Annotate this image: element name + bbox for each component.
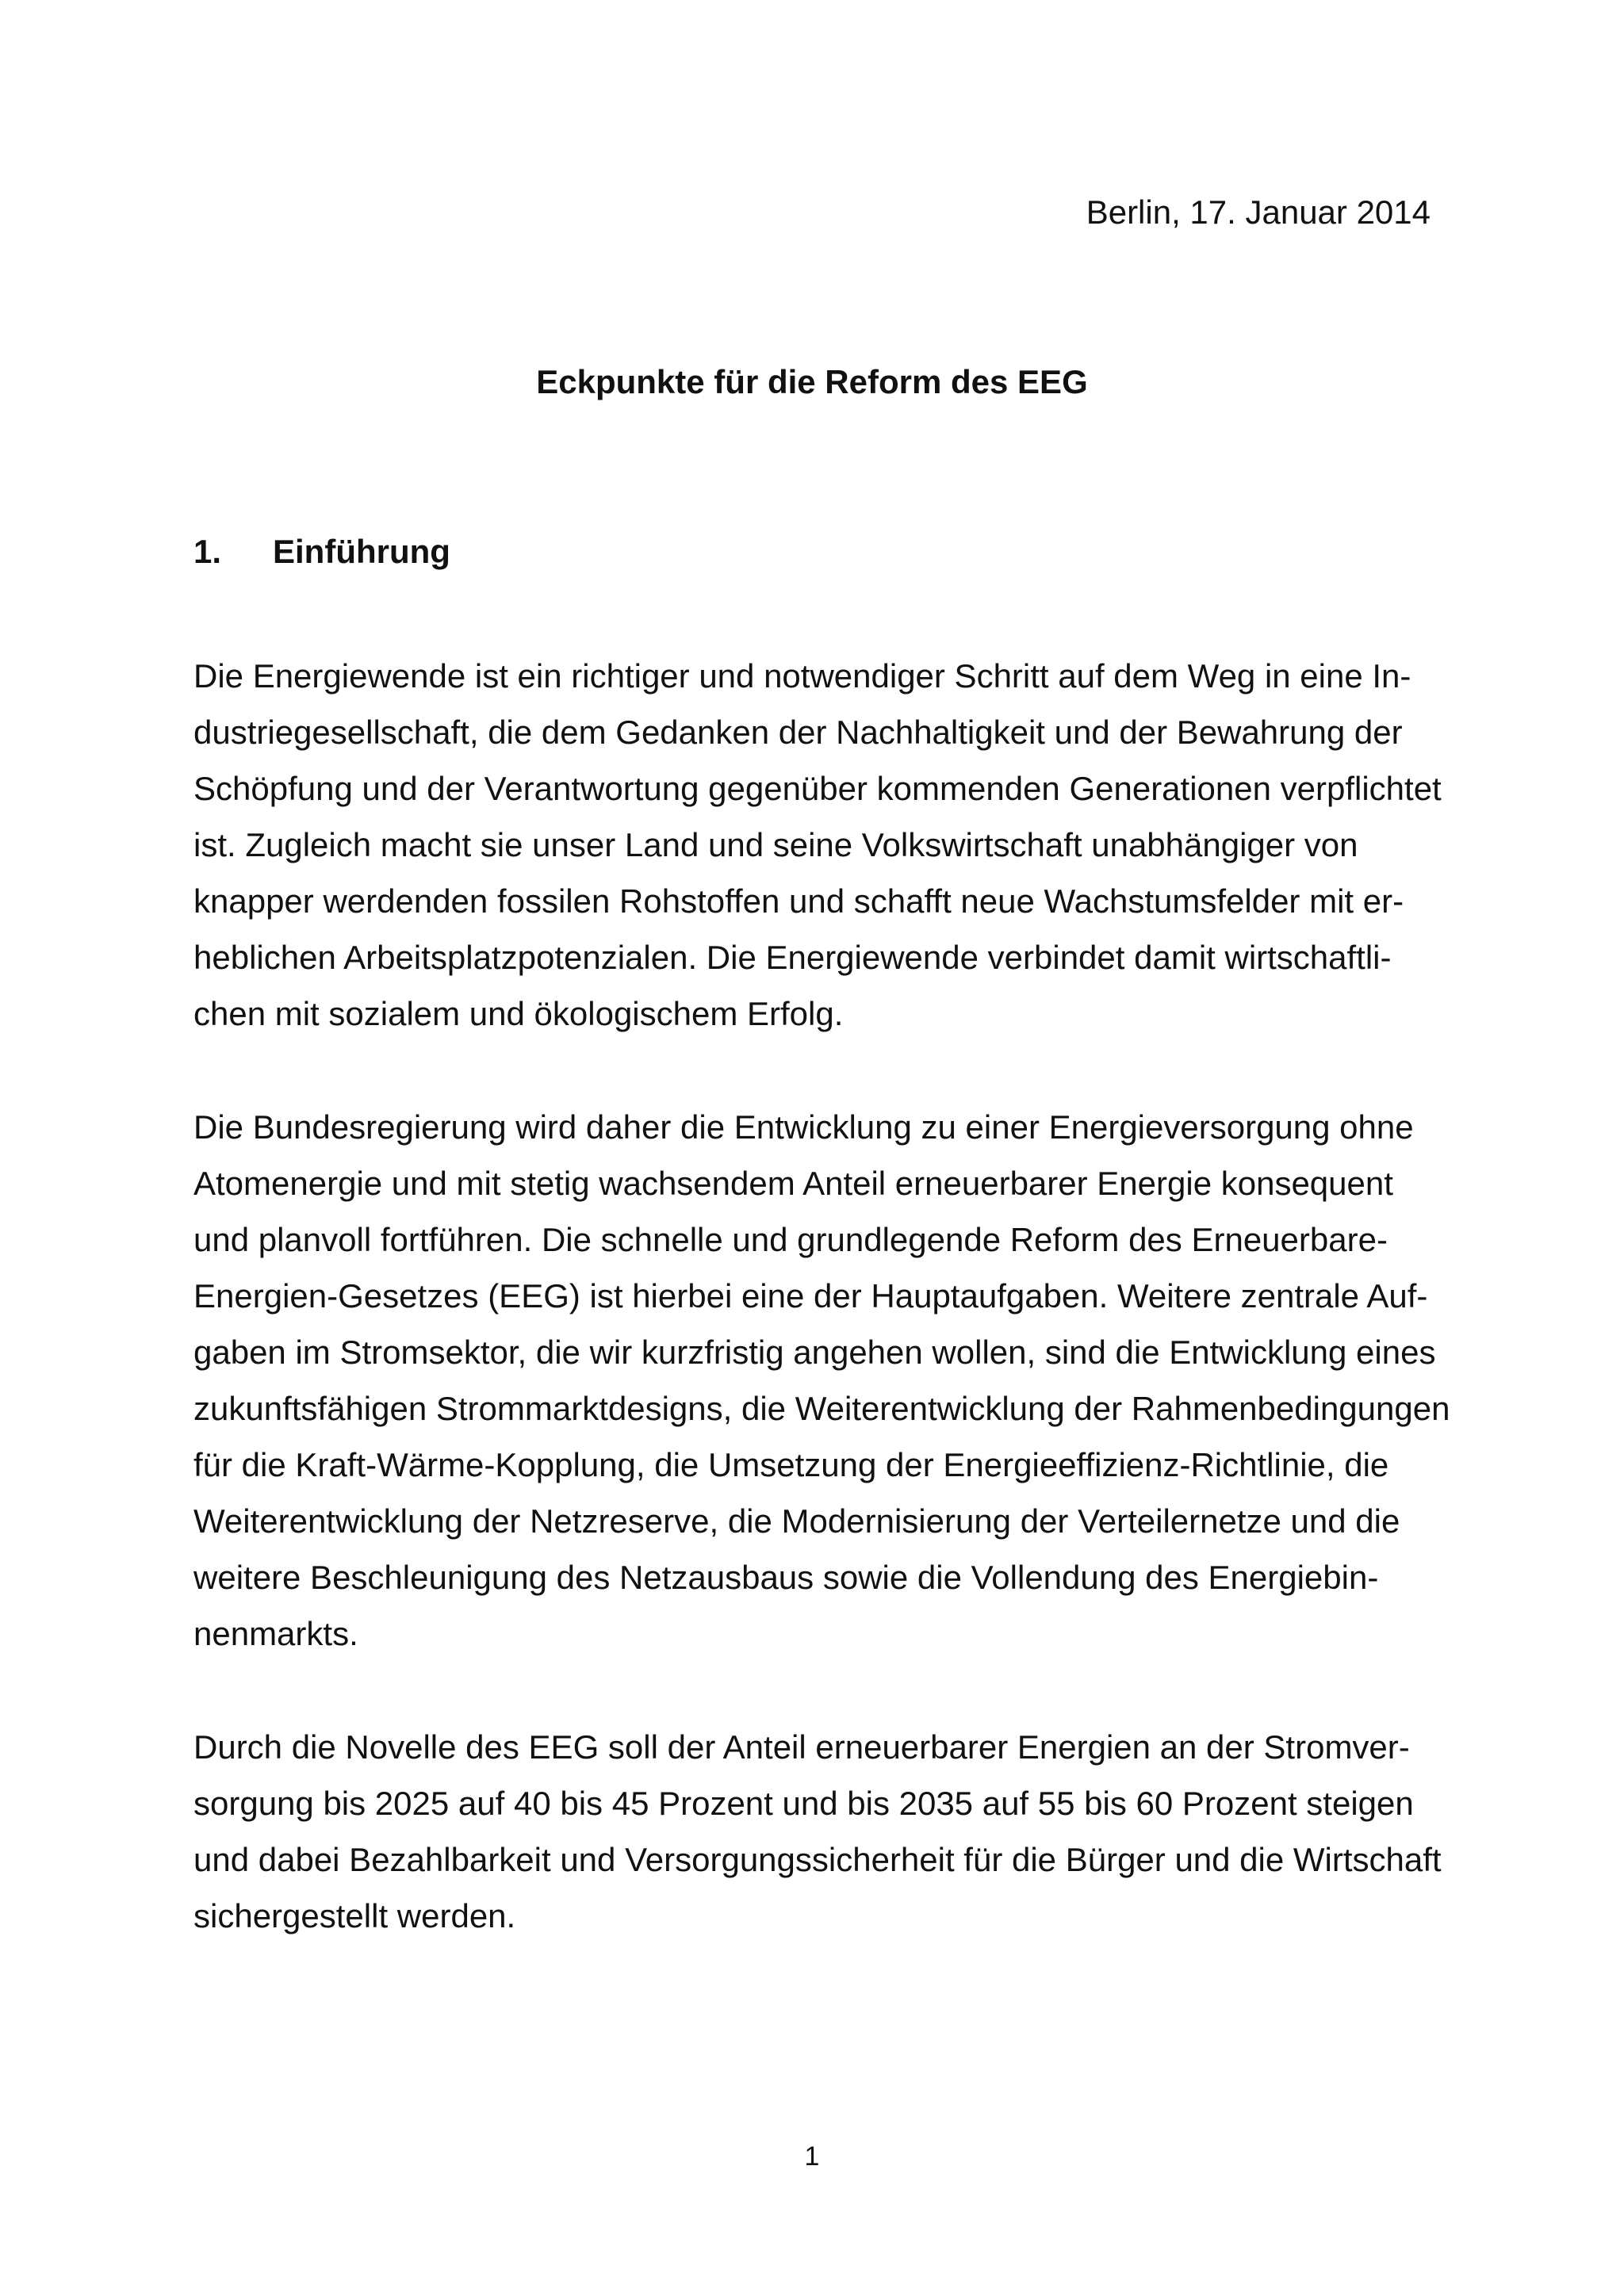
document-title: Eckpunkte für die Reform des EEG xyxy=(536,363,1088,400)
paragraph-line: sorgung bis 2025 auf 40 bis 45 Prozent und bis 2035 auf 55 bis 60 Prozent steigen xyxy=(193,1785,1414,1822)
paragraph-line: Die Bundesregierung wird daher die Entwicklung zu einer Energieversorgung ohne xyxy=(193,1108,1414,1146)
paragraph-line: knapper werdenden fossilen Rohstoffen und schafft neue Wachstumsfelder mit er- xyxy=(193,882,1404,920)
paragraph-3 xyxy=(193,1719,1462,1944)
paragraph-line: ist. Zugleich macht sie unser Land und seine Volkswirtschaft unabhängiger von xyxy=(193,826,1358,863)
section-number: 1. xyxy=(193,533,222,570)
paragraph-line: sichergestellt werden. xyxy=(193,1897,516,1934)
paragraph-line: Durch die Novelle des EEG soll der Anteil erneuerbarer Energien an der Stromver- xyxy=(193,1728,1410,1766)
paragraph-line: zukunftsfähigen Strommarktdesigns, die Weiterentwicklung der Rahmenbedingungen xyxy=(193,1390,1450,1427)
paragraph-line: und dabei Bezahlbarkeit und Versorgungssicherheit für die Bürger und die Wirtschaft xyxy=(193,1841,1442,1878)
paragraph-2 xyxy=(193,1099,1462,1662)
paragraph-line: chen mit sozialem und ökologischem Erfolg. xyxy=(193,995,844,1032)
section-title: Einführung xyxy=(273,533,450,570)
paragraph-line: und planvoll fortführen. Die schnelle und grundlegende Reform des Erneuerbare- xyxy=(193,1221,1388,1258)
paragraph-line: Energien-Gesetzes (EEG) ist hierbei eine der Hauptaufgaben. Weitere zentrale Auf- xyxy=(193,1277,1428,1314)
paragraph-line: Weiterentwicklung der Netzreserve, die Modernisierung der Verteilernetze und die xyxy=(193,1502,1400,1540)
paragraph-line: gaben im Stromsektor, die wir kurzfristig angehen wollen, sind die Entwicklung eines xyxy=(193,1334,1436,1371)
paragraph-1 xyxy=(193,648,1462,1042)
paragraph-line: Die Energiewende ist ein richtiger und notwendiger Schritt auf dem Weg in eine In- xyxy=(193,657,1411,695)
paragraph-line: heblichen Arbeitsplatzpotenzialen. Die Energiewende verbindet damit wirtschaftli- xyxy=(193,939,1392,976)
paragraph-line: nenmarkts. xyxy=(193,1615,358,1652)
paragraph-line: dustriegesellschaft, die dem Gedanken der Nachhaltigkeit und der Bewahrung der xyxy=(193,714,1403,751)
page-number: 1 xyxy=(804,2141,820,2172)
paragraph-line: Atomenergie und mit stetig wachsendem Anteil erneuerbarer Energie konsequent xyxy=(193,1165,1393,1202)
document-date: Berlin, 17. Januar 2014 xyxy=(1086,193,1431,231)
paragraph-line: für die Kraft-Wärme-Kopplung, die Umsetzung der Energieeffizienz-Richtlinie, die xyxy=(193,1446,1389,1483)
paragraph-line: weitere Beschleunigung des Netzausbaus sowie die Vollendung des Energiebin- xyxy=(193,1559,1379,1596)
section-heading xyxy=(193,530,450,574)
paragraph-line: Schöpfung und der Verantwortung gegenüber kommenden Generationen verpflichtet xyxy=(193,770,1442,807)
